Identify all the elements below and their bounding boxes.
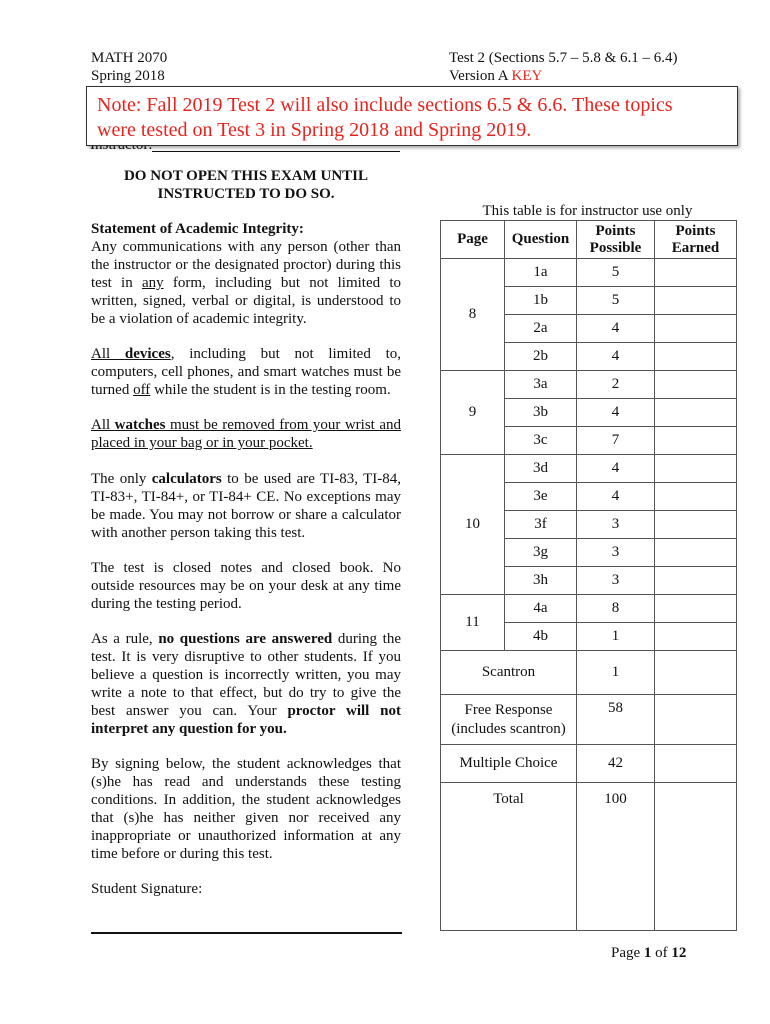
question-cell: 3h [505, 567, 577, 595]
question-cell: 4a [505, 595, 577, 623]
page-cell: 8 [441, 259, 505, 371]
question-cell: 1b [505, 287, 577, 315]
earned-cell[interactable] [655, 623, 737, 651]
earned-cell[interactable] [655, 745, 737, 783]
points-cell: 3 [577, 539, 655, 567]
table-row [441, 371, 737, 399]
instructor-line [152, 151, 400, 152]
points-cell: 1 [577, 623, 655, 651]
earned-cell[interactable] [655, 539, 737, 567]
points-cell: 4 [577, 483, 655, 511]
points-cell: 4 [577, 455, 655, 483]
summary-label: Multiple Choice [441, 745, 577, 783]
course-header [91, 49, 167, 85]
question-cell: 3e [505, 483, 577, 511]
test-version: Version A KEY [449, 68, 543, 84]
integrity-title: Statement of Academic Integrity: [91, 221, 304, 237]
earned-cell[interactable] [655, 371, 737, 399]
question-cell: 3g [505, 539, 577, 567]
earned-cell[interactable] [655, 287, 737, 315]
exam-warning: DO NOT OPEN THIS EXAM UNTIL INSTRUCTED TO DO SO. [123, 168, 369, 202]
col-header-page: Page [441, 221, 505, 259]
table-row [441, 259, 737, 287]
table-row [441, 455, 737, 483]
signature-label: Student Signature: [91, 881, 203, 897]
page-cell: 9 [441, 371, 505, 455]
summary-label: Free Response (includes scantron) [441, 695, 577, 745]
earned-cell[interactable] [655, 595, 737, 623]
points-cell: 5 [577, 259, 655, 287]
question-cell: 4b [505, 623, 577, 651]
table-row [441, 595, 737, 623]
earned-cell[interactable] [655, 783, 737, 931]
col-header-question: Question [505, 221, 577, 259]
integrity-p4: The only calculators to be used are TI-83, TI-84, TI-83+, TI-84+, or TI-84+ CE. No exceptions may be made. You may not borrow or share a calculator with another person taking this test. [91, 471, 401, 541]
points-cell: 3 [577, 567, 655, 595]
question-cell: 3f [505, 511, 577, 539]
note-box [86, 86, 738, 146]
integrity-p2: All devices, including but not limited to, computers, cell phones, and smart watches must be turned off while the student is in the testing room. [91, 346, 401, 398]
question-cell: 3c [505, 427, 577, 455]
col-header-points-possible: Points Possible [577, 221, 655, 259]
summary-row-scantron [441, 651, 737, 695]
question-cell: 2b [505, 343, 577, 371]
note-line-2: were tested on Test 3 in Spring 2018 and Spring 2019. [97, 119, 532, 141]
earned-cell[interactable] [655, 567, 737, 595]
points-cell: 3 [577, 511, 655, 539]
earned-cell[interactable] [655, 259, 737, 287]
question-cell: 3a [505, 371, 577, 399]
points-cell: 2 [577, 371, 655, 399]
points-cell: 8 [577, 595, 655, 623]
page-cell: 10 [441, 455, 505, 595]
points-cell: 5 [577, 287, 655, 315]
points-cell: 4 [577, 399, 655, 427]
test-header [449, 49, 678, 85]
signature-line[interactable] [91, 932, 402, 934]
summary-label: Total [441, 783, 577, 931]
integrity-p1: Statement of Academic Integrity: Any communications with any person (other than the instructor or the designated proctor) during this test in any form, including but not limited to written, signed, verbal or digital, is understood to be a violation of academic integrity. [91, 221, 401, 327]
question-cell: 2a [505, 315, 577, 343]
page-cell: 11 [441, 595, 505, 651]
question-cell: 3d [505, 455, 577, 483]
col-header-points-earned: Points Earned [655, 221, 737, 259]
earned-cell[interactable] [655, 651, 737, 695]
earned-cell[interactable] [655, 695, 737, 745]
summary-points: 58 [577, 695, 655, 745]
question-cell: 3b [505, 399, 577, 427]
summary-row-total [441, 783, 737, 931]
summary-row-multiple-choice [441, 745, 737, 783]
summary-points: 1 [577, 651, 655, 695]
points-cell: 4 [577, 315, 655, 343]
points-cell: 7 [577, 427, 655, 455]
earned-cell[interactable] [655, 483, 737, 511]
integrity-p3: All watches must be removed from your wrist and placed in your bag or in your pocket. [91, 417, 401, 451]
test-title: Test 2 (Sections 5.7 – 5.8 & 6.1 – 6.4) [449, 50, 678, 66]
summary-label: Scantron [441, 651, 577, 695]
earned-cell[interactable] [655, 399, 737, 427]
earned-cell[interactable] [655, 315, 737, 343]
integrity-p7: By signing below, the student acknowledges that (s)he has read and understands these testing conditions. In addition, the student acknowledges that (s)he has neither given nor received any inappropriate or unauthorized information at any time before or during this test. [91, 756, 401, 862]
summary-points: 42 [577, 745, 655, 783]
course-term: Spring 2018 [91, 68, 165, 84]
earned-cell[interactable] [655, 343, 737, 371]
points-cell: 4 [577, 343, 655, 371]
summary-points: 100 [577, 783, 655, 931]
summary-row-free-response [441, 695, 737, 745]
note-line-1: Note: Fall 2019 Test 2 will also include sections 6.5 & 6.6. These topics [97, 94, 673, 116]
question-cell: 1a [505, 259, 577, 287]
score-table [440, 220, 737, 931]
integrity-p5: The test is closed notes and closed book. No outside resources may be on your desk at any time during the testing period. [91, 560, 401, 612]
key-label: KEY [511, 68, 543, 84]
page-number: Page 1 of 12 [611, 945, 687, 961]
integrity-p6: As a rule, no questions are answered during the test. It is very disruptive to other students. If you believe a question is incorrectly written, you may write a note to that effect, but do try to give the best answer you can. Your proctor will not interpret any question for you. [91, 631, 401, 737]
table-caption: This table is for instructor use only [482, 203, 693, 219]
course-name: MATH 2070 [91, 50, 168, 66]
earned-cell[interactable] [655, 455, 737, 483]
earned-cell[interactable] [655, 511, 737, 539]
earned-cell[interactable] [655, 427, 737, 455]
